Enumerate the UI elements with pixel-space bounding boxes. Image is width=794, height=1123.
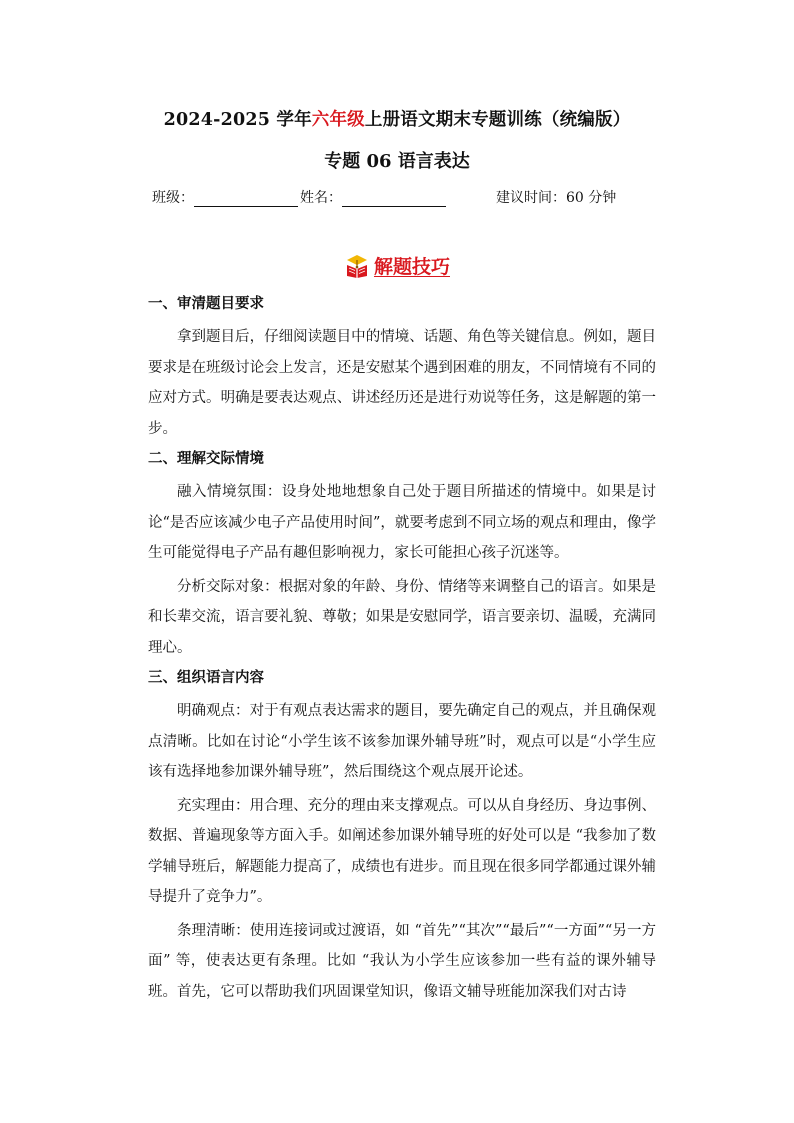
document-body [148, 292, 656, 1010]
class-blank [194, 190, 298, 207]
heading-3: 三、组织语言内容 [148, 669, 264, 686]
paragraph-5: 充实理由：用合理、充分的理由来支撑观点。可以从自身经历、身边事例、数据、普遍现象等方面入手。如阐述参加课外辅导班的好处可以是 “我参加了数学辅导班后，解题能力提高了，成绩也有进步。而且现在很多同学都通过课外辅导提升了竞争力”。 [148, 797, 656, 905]
suggested-time: 建议时间：60 分钟 [496, 190, 617, 206]
paragraph-6: 条理清晰：使用连接词或过渡语，如 “首先”“其次”“最后”“一方面”“另一方面” 等，使表达更有条理。比如 “我认为小学生应该参加一些有益的课外辅导班。首先，它可以帮助我们巩固课堂知识，像语文辅导班能加深我们对古诗 [148, 922, 656, 1000]
heading-1: 一、审清题目要求 [148, 295, 264, 312]
heading-2: 二、理解交际情境 [148, 450, 264, 467]
section-title: 解题技巧 [373, 256, 450, 278]
section-heading [0, 252, 794, 279]
title-prefix: 2024-2025 学年 [163, 110, 312, 130]
title-grade-highlight: 六年级 [311, 110, 365, 130]
title-suffix: 上册语文期末专题训练（统编版） [364, 110, 631, 130]
paragraph-3: 分析交际对象：根据对象的年龄、身份、情绪等来调整自己的语言。如果是和长辈交流，语言要礼貌、尊敬；如果是安慰同学，语言要亲切、温暖，充满同理心。 [148, 578, 656, 656]
paragraph-2: 融入情境氛围：设身处地地想象自己处于题目所描述的情境中。如果是讨论“是否应该减少电子产品使用时间”，就要考虑到不同立场的观点和理由，像学生可能觉得电子产品有趣但影响视力，家长可能担心孩子沉迷等。 [148, 484, 656, 561]
book-stack-icon [344, 253, 370, 279]
name-label: 姓名： [300, 190, 342, 206]
document-title [0, 106, 794, 131]
paragraph-1: 拿到题目后，仔细阅读题目中的情境、话题、角色等关键信息。例如，题目要求是在班级讨论会上发言，还是安慰某个遇到困难的朋友，不同情境有不同的应对方式。明确是要表达观点、讲述经历还是进行劝说等任务，这是解题的第一步。 [148, 329, 656, 437]
class-label: 班级： [152, 190, 194, 206]
document-subtitle: 专题 06 语言表达 [324, 151, 470, 172]
name-blank [342, 190, 446, 207]
paragraph-4: 明确观点：对于有观点表达需求的题目，要先确定自己的观点，并且确保观点清晰。比如在讨论“小学生该不该参加课外辅导班”时，观点可以是“小学生应该有选择地参加课外辅导班”，然后围绕这个观点展开论述。 [148, 703, 656, 780]
student-info-line [152, 187, 616, 207]
